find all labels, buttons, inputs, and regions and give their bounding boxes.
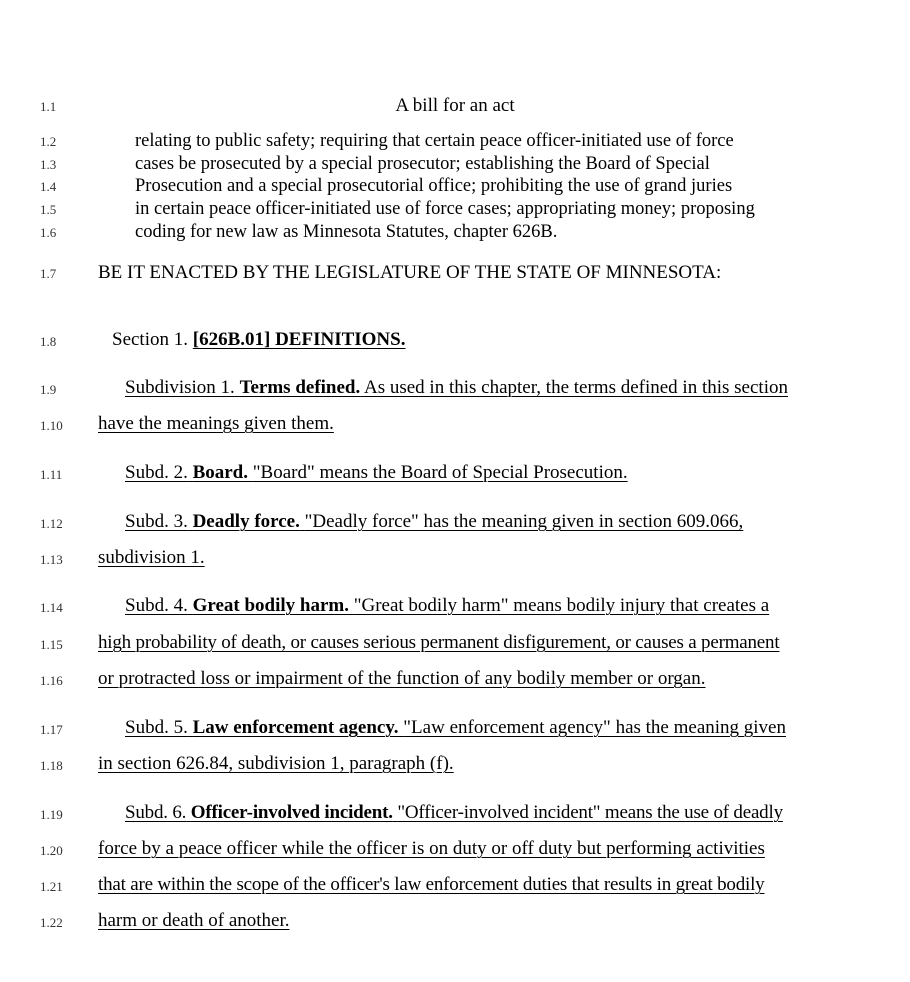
subd1-term: Terms defined. [239,377,361,398]
line-number: 1.13 [40,552,63,567]
line-number: 1.12 [40,516,63,531]
subd1-line1 [125,377,788,399]
subd2-term: Board. [192,462,249,483]
line-number: 1.2 [40,134,57,149]
relating-line: relating to public safety; requiring that certain peace officer-initiated use of force [135,131,734,151]
bill-title: A bill for an act [395,95,515,116]
subd5-line1 [125,717,786,739]
subd3-text: "Deadly force" has the meaning given in section 609.066, [304,511,744,532]
subd4-line2: high probability of death, or causes serious permanent disfigurement, or causes a permanent [98,632,780,653]
line-number: 1.10 [40,418,63,433]
subd6-term: Officer-involved incident. [190,802,393,823]
line-number: 1.5 [40,202,57,217]
line-number: 1.15 [40,637,63,652]
line-number: 1.17 [40,722,63,737]
subd6-line2: force by a peace officer while the officer is on duty or off duty but performing activities [98,838,765,859]
line-number: 1.1 [40,99,57,114]
relating-line: Prosecution and a special prosecutorial office; prohibiting the use of grand juries [135,176,733,196]
subd4-term: Great bodily harm. [192,595,349,616]
enacting-clause: BE IT ENACTED BY THE LEGISLATURE OF THE STATE OF MINNESOTA: [98,262,722,283]
line-number: 1.20 [40,843,63,858]
line-number: 1.3 [40,157,57,172]
section-heading [112,329,405,351]
line-number: 1.6 [40,225,57,240]
subd5-label: Subd. 5. [125,717,188,738]
relating-line: cases be prosecuted by a special prosecutor; establishing the Board of Special [135,154,710,174]
subd2-text: "Board" means the Board of Special Prosecution. [252,462,628,483]
line-number: 1.9 [40,382,57,397]
subd5-line2: in section 626.84, subdivision 1, paragraph (f). [98,753,454,774]
section-title: [626B.01] DEFINITIONS. [192,329,406,350]
line-number: 1.16 [40,673,63,688]
subd3-line1 [125,511,743,533]
subd3-term: Deadly force. [192,511,300,532]
line-number: 1.11 [40,467,63,482]
section-prefix: Section 1. [112,329,193,350]
subd1-text: As used in this chapter, the terms defined in this section [363,377,788,398]
subd4-label: Subd. 4. [125,595,188,616]
line-number: 1.18 [40,758,63,773]
subd4-line1 [125,595,769,617]
line-number: 1.21 [40,879,63,894]
subd5-term: Law enforcement agency. [192,717,399,738]
subd6-line4: harm or death of another. [98,910,290,931]
subd6-text: "Officer-involved incident" means the use of deadly [397,802,783,823]
subd2-label: Subd. 2. [125,462,188,483]
subd4-line3: or protracted loss or impairment of the function of any bodily member or organ. [98,668,706,689]
subd3-line2: subdivision 1. [98,547,205,568]
relating-line: coding for new law as Minnesota Statutes, chapter 626B. [135,222,558,242]
relating-line: in certain peace officer-initiated use of force cases; appropriating money; proposing [135,199,755,219]
subd6-line3: that are within the scope of the officer's law enforcement duties that results in great bodily [98,874,765,895]
subd1-line2: have the meanings given them. [98,413,334,434]
subd4-text: "Great bodily harm" means bodily injury that creates a [353,595,770,616]
line-number: 1.8 [40,334,57,349]
subd2-line1 [125,462,628,484]
subd6-line1 [125,802,783,824]
line-number: 1.19 [40,807,63,822]
subd6-label: Subd. 6. [125,802,187,823]
subd5-text: "Law enforcement agency" has the meaning given [403,717,786,738]
line-number: 1.7 [40,266,57,281]
subd1-label: Subdivision 1. [125,377,235,398]
line-number: 1.22 [40,915,63,930]
line-number: 1.14 [40,600,63,615]
subd3-label: Subd. 3. [125,511,188,532]
line-number: 1.4 [40,179,57,194]
